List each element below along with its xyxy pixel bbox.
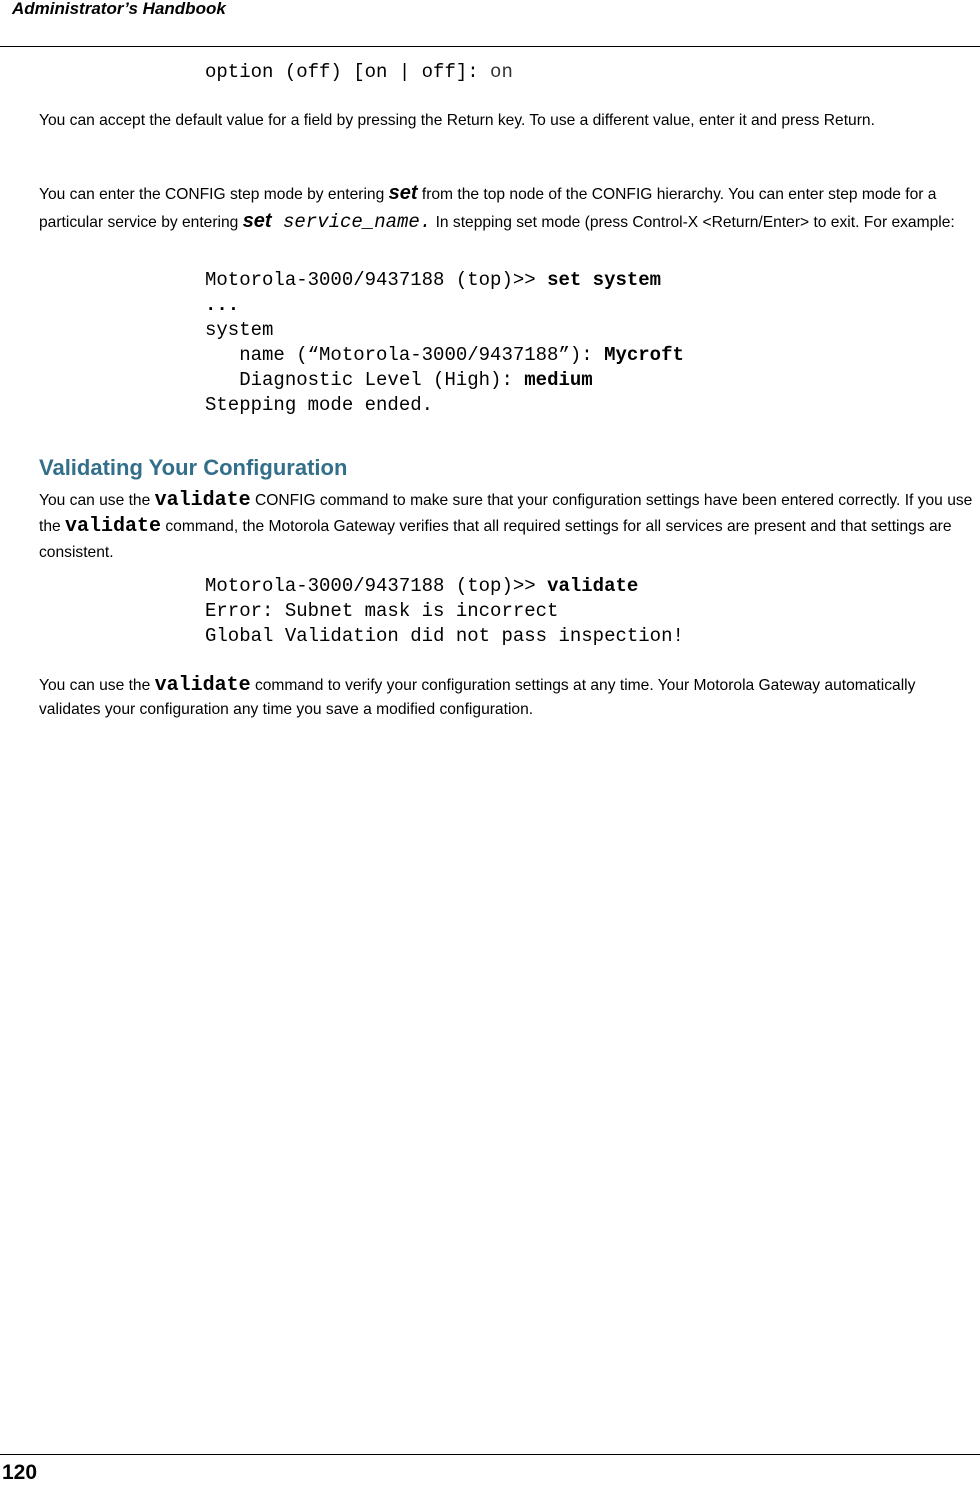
code-value: Mycroft (604, 344, 684, 366)
code-line (205, 268, 684, 293)
code-command: set system (547, 269, 662, 291)
para2-text-3: In stepping set mode (press Control-X <Return/Enter> to exit. For example: (431, 214, 955, 231)
code-line (205, 318, 684, 343)
code-prompt: name (“Motorola-3000/9437188”): (205, 344, 605, 366)
code-text: Error: Subnet mask is incorrect (205, 600, 559, 622)
code-text: Stepping mode ended. (205, 394, 434, 416)
service-name-arg: service_name. (271, 211, 432, 233)
paragraph-step-mode (39, 180, 975, 236)
code-line (205, 368, 684, 393)
para4-text-2: command to verify your configuration settings at any time. Your Motorola Gateway automatically validates your configuration any time you save a modified configuration. (39, 677, 916, 718)
option-prompt: option (off) [on | off]: (205, 61, 491, 83)
option-code-line (205, 60, 513, 85)
code-prompt: Motorola-3000/9437188 (top)>> (205, 269, 548, 291)
footer-rule (0, 1454, 980, 1455)
header-rule (0, 46, 980, 47)
code-text: Global Validation did not pass inspection! (205, 625, 684, 647)
code-line (205, 393, 684, 418)
option-value: on (490, 61, 513, 83)
example-set-system-code (205, 268, 684, 418)
code-command: validate (547, 575, 639, 597)
code-ellipsis: ... (205, 294, 240, 316)
code-value: medium (524, 369, 593, 391)
para2-text-2: from the top node of the CONFIG hierarchy. You can enter step mode for a particular service by entering (39, 186, 937, 231)
set-command-2: set (242, 210, 272, 232)
code-line (205, 624, 684, 649)
para4-text-1: You can use the (39, 677, 155, 694)
set-command: set (388, 182, 418, 204)
section-heading: Validating Your Configuration (39, 455, 348, 480)
validate-command: validate (154, 674, 251, 697)
code-line (205, 343, 684, 368)
code-prompt: Diagnostic Level (High): (205, 369, 525, 391)
para3-text-1: You can use the (39, 492, 155, 509)
code-prompt: Motorola-3000/9437188 (top)>> (205, 575, 548, 597)
example-validate-code (205, 574, 684, 649)
validate-command: validate (154, 489, 251, 512)
code-line (205, 293, 684, 318)
code-line (205, 574, 684, 599)
code-line (205, 599, 684, 624)
para2-text-1: You can enter the CONFIG step mode by entering (39, 186, 389, 203)
code-text: system (205, 319, 274, 341)
para3-text-3: command, the Motorola Gateway verifies that all required settings for all services are present and that settings are consistent. (39, 518, 952, 561)
validate-command: validate (65, 515, 162, 538)
para3-text-2: CONFIG command to make sure that your configuration settings have been entered correctly. If you use the (39, 492, 973, 535)
page-number: 120 (2, 1461, 38, 1484)
paragraph-validate-anytime (39, 674, 975, 722)
running-header-title: Administrator’s Handbook (12, 0, 226, 18)
paragraph-validate-intro (39, 488, 975, 566)
paragraph-default-value: You can accept the default value for a field by pressing the Return key. To use a different value, enter it and press Return. (39, 112, 875, 129)
